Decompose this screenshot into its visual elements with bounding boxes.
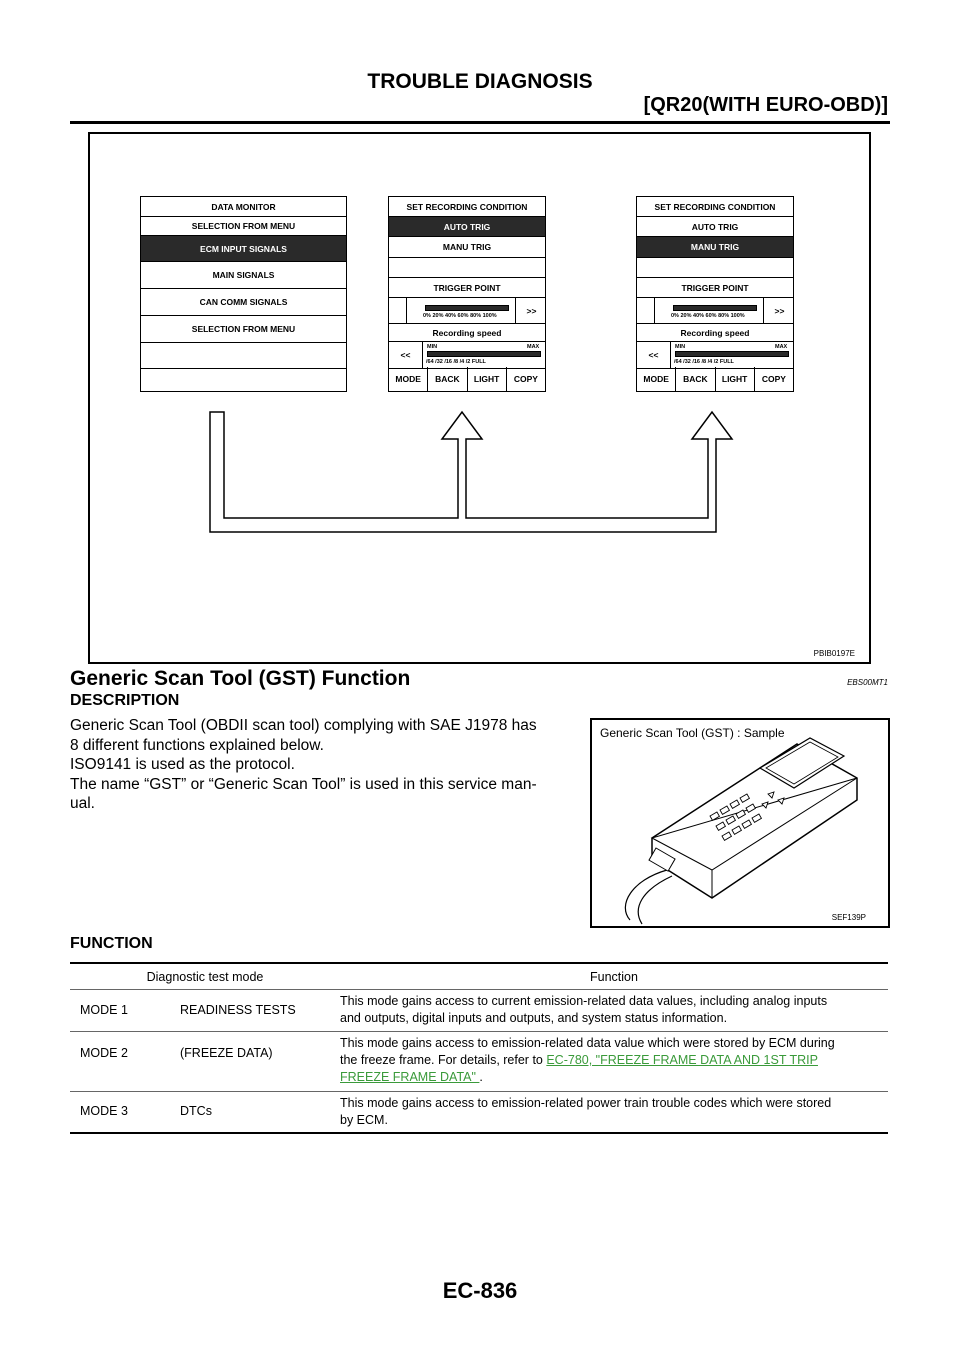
page-header-title: TROUBLE DIAGNOSIS (367, 70, 593, 93)
description-line: The name “GST” or “Generic Scan Tool” is used in this service man- (70, 775, 537, 793)
col-header-function: Function (590, 970, 638, 984)
back-button: BACK (428, 367, 467, 391)
table-header-row (70, 964, 888, 990)
gst-caption: Generic Scan Tool (GST) : Sample (600, 726, 785, 740)
page-header-subtitle: [QR20(WITH EURO-OBD)] (643, 94, 888, 116)
description-line: ual. (70, 795, 95, 812)
function-text-line (340, 1069, 835, 1086)
figure-code: PBIB0197E (813, 649, 855, 658)
copy-button: COPY (513, 374, 538, 384)
recording-speed-row: Recording speed (637, 324, 793, 342)
flow-arrows (90, 134, 869, 662)
function-text: . (479, 1070, 483, 1084)
mode-function (340, 1035, 835, 1086)
description-line: ISO9141 is used as the protocol. (70, 756, 295, 773)
mode-number: MODE 3 (80, 1104, 128, 1118)
auto-trig-row: AUTO TRIG (389, 217, 545, 237)
manu-trig-row: MANU TRIG (637, 237, 793, 258)
mode-name: (FREEZE DATA) (180, 1046, 273, 1060)
panel-row: CAN COMM SIGNALS (141, 289, 346, 316)
section-code: EBS00MT1 (847, 678, 888, 687)
mode-function (340, 993, 827, 1027)
panel-row: SELECTION FROM MENU (141, 316, 346, 343)
page-number: EC-836 (442, 1278, 518, 1303)
table-row (70, 990, 888, 1032)
freeze-frame-link[interactable]: EC-780, "FREEZE FRAME DATA AND 1ST TRIP (546, 1053, 818, 1067)
mode-number: MODE 2 (80, 1046, 128, 1060)
function-text-line: by ECM. (340, 1113, 388, 1127)
percent-scale: 0% 20% 40% 60% 80% 100% (671, 313, 745, 319)
figure-consult-screens (88, 132, 871, 664)
col-header-mode: Diagnostic test mode (146, 970, 264, 984)
auto-trig-row: AUTO TRIG (637, 217, 793, 237)
mode-button: MODE (637, 367, 676, 391)
function-text-line: This mode gains access to current emission-related data values, including analog inputs (340, 994, 828, 1008)
prev-button: << (637, 342, 671, 368)
table-row (70, 1092, 888, 1132)
function-text-line: This mode gains access to emission-related data value which were stored by ECM during (340, 1036, 835, 1050)
next-button: >> (515, 298, 547, 323)
function-text-line: and outputs, digital inputs and outputs, and system status information. (340, 1011, 728, 1025)
gst-device-illustration (592, 720, 888, 926)
description-line: Generic Scan Tool (OBDII scan tool) complying with SAE J1978 has (70, 717, 537, 734)
mode-number: MODE 1 (80, 1003, 128, 1017)
min-label: MIN (427, 344, 438, 350)
function-heading: FUNCTION (70, 935, 153, 952)
arrow-outline (210, 412, 732, 532)
panel-row-selected: ECM INPUT SIGNALS (141, 236, 346, 262)
freeze-frame-link[interactable]: FREEZE FRAME DATA" (340, 1070, 480, 1084)
speed-scale: /64 /32 /16 /8 /4 /2 FULL (426, 359, 486, 365)
figure-code: SEF139P (831, 913, 866, 922)
mode-name: DTCs (180, 1104, 212, 1118)
description-text (70, 716, 580, 814)
table-row (70, 1032, 888, 1092)
panel-row: MAIN SIGNALS (141, 262, 346, 289)
manu-trig-row: MANU TRIG (389, 237, 545, 258)
mode-name: READINESS TESTS (180, 1003, 296, 1017)
light-button: LIGHT (716, 367, 755, 391)
speed-scale: /64 /32 /16 /8 /4 /2 FULL (674, 359, 734, 365)
mode-function (340, 1095, 831, 1129)
percent-scale: 0% 20% 40% 60% 80% 100% (423, 313, 497, 319)
figure-gst-sample (590, 718, 890, 928)
mode-button: MODE (389, 367, 428, 391)
description-line: 8 different functions explained below. (70, 736, 324, 754)
function-text-line: This mode gains access to emission-related power train trouble codes which were stored (340, 1096, 832, 1110)
light-button: LIGHT (468, 367, 507, 391)
trigger-point-row: TRIGGER POINT (637, 278, 793, 298)
recording-speed-row: Recording speed (389, 324, 545, 342)
panel-row: DATA MONITOR (141, 197, 346, 217)
next-button: >> (763, 298, 795, 323)
header-rule (70, 121, 890, 124)
max-label: MAX (775, 344, 788, 350)
function-text-line (340, 1052, 835, 1069)
description-heading: DESCRIPTION (70, 692, 180, 709)
panel-title: SET RECORDING CONDITION (389, 197, 545, 217)
max-label: MAX (527, 344, 540, 350)
back-button: BACK (676, 367, 715, 391)
prev-button: << (389, 342, 423, 368)
function-text: the freeze frame. For details, refer to (340, 1053, 547, 1067)
function-table (70, 962, 888, 1134)
section-heading: Generic Scan Tool (GST) Function (70, 667, 411, 690)
copy-button: COPY (761, 374, 786, 384)
panel-row: SELECTION FROM MENU (141, 217, 346, 236)
trigger-point-row: TRIGGER POINT (389, 278, 545, 298)
min-label: MIN (675, 344, 686, 350)
panel-title: SET RECORDING CONDITION (637, 197, 793, 217)
